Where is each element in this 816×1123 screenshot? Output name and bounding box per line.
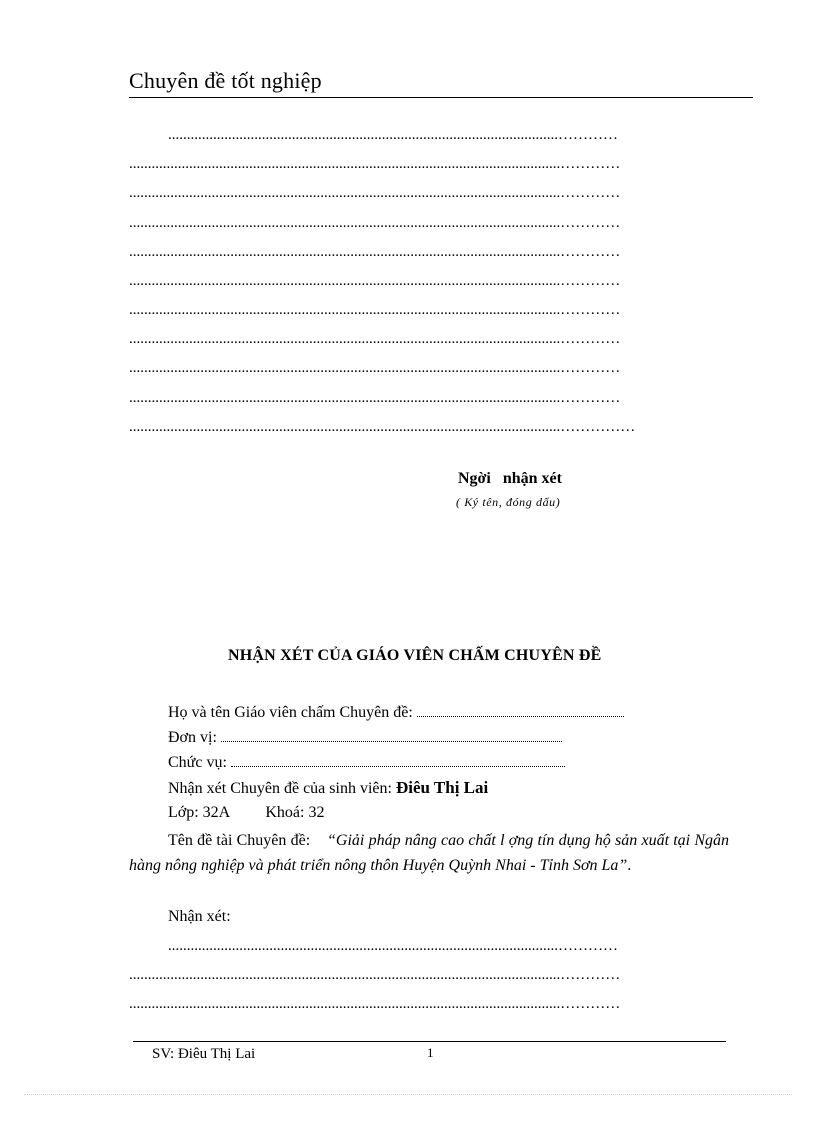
unit-field [168,728,562,748]
footer-student: SV: Điêu Thị Lai [152,1046,256,1062]
topic-label: Tên đề tài Chuyên đề: [168,832,311,849]
comment-line: ...................................................................................................................………… [129,215,621,231]
topic-end: . [627,857,632,874]
comment-line: ...................................................................................................................………… [129,967,621,983]
unit-label: Đơn vị: [168,729,217,746]
position-label: Chức vụ: [168,754,227,771]
signer-note: ( Ký tên, đóng dấu) [456,495,561,509]
comment-line: ...................................................................................................................………… [129,273,621,289]
class-label: Lớp: 32A [168,804,230,821]
footer-rule [133,1041,726,1042]
header-rule [129,97,753,98]
comment-line: ...................................................................................................................…………… [129,419,636,435]
topic-text: “Giải pháp nâng cao chất l ợng tín dụng hộ sản xuất tại Ngân hàng nông nghiệp và phát triển nông thôn Huyện Quỳnh Nhai - Tỉnh Sơn La” [129,832,730,874]
signer-title: Ngời nhận xét [458,470,562,487]
header-title: Chuyên đề tốt nghiệp [129,68,322,93]
course-label: Khoá: 32 [265,804,325,821]
comment-line: ...................................................................................................................………… [129,244,621,260]
comment-line: ...................................................................................................................………… [129,302,621,318]
teacher-name-label: Họ và tên Giáo viên chấm Chuyên đề: [168,704,413,721]
position-field [168,753,565,773]
student-name: Điêu Thị Lai [395,778,489,797]
class-field [168,803,324,823]
comment-label: Nhận xét: [168,908,231,925]
unit-blank [221,731,562,742]
comment-line: ...................................................................................................................………… [129,185,621,201]
student-label: Nhận xét Chuyên đề của sinh viên: [168,780,392,797]
comment-line: ...................................................................................................................………… [129,390,621,406]
comment-line: ........................................................................................................………… [168,127,618,143]
comment-line: ...................................................................................................................………… [129,996,621,1012]
comment-line: ...................................................................................................................………… [129,156,621,172]
teacher-name-field [168,703,624,723]
student-field [168,778,488,799]
teacher-name-blank [417,706,624,717]
page-number: 1 [427,1045,434,1060]
comment-line: ........................................................................................................………… [168,938,618,954]
position-blank [231,756,565,767]
comment-line: ...................................................................................................................………… [129,360,621,376]
topic-paragraph [129,828,729,878]
comment-line: ...................................................................................................................………… [129,331,621,347]
section-title: NHẬN XÉT CỦA GIÁO VIÊN CHẤM CHUYÊN ĐỀ [228,647,602,664]
page-bottom-border [24,1094,792,1095]
